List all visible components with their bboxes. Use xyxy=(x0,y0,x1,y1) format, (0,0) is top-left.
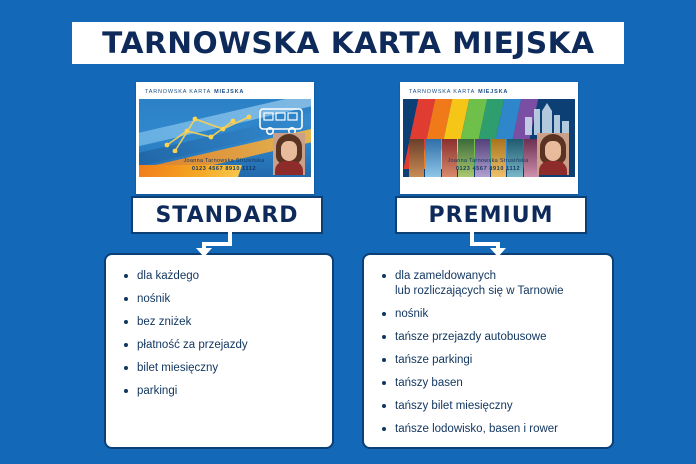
feature-text: dla każdego xyxy=(137,270,200,282)
card-premium-artwork xyxy=(403,85,575,191)
card-standard-artwork xyxy=(139,85,311,191)
card-number: 0123 4567 8910 1112 xyxy=(455,166,521,172)
feature-text: nośnik xyxy=(395,308,429,320)
cardholder-photo xyxy=(537,133,569,175)
page-title: TARNOWSKA KARTA MIEJSKA xyxy=(101,26,595,60)
card-premium xyxy=(400,82,578,194)
tier-label-premium-text: PREMIUM xyxy=(428,202,554,228)
cardholder-photo xyxy=(273,133,305,175)
card-bottom-strip xyxy=(139,177,311,191)
card-header-bold: MIEJSKA xyxy=(478,89,509,95)
card-header-thin: TARNOWSKA KARTA xyxy=(409,89,476,95)
feature-text: bilet miesięczny xyxy=(137,362,219,374)
list-item xyxy=(382,307,602,322)
list-item xyxy=(124,269,322,284)
card-bottom-strip xyxy=(403,177,575,191)
card-standard xyxy=(136,82,314,194)
route-network-graphic xyxy=(161,107,261,153)
list-item xyxy=(382,330,602,345)
skyline-graphic xyxy=(523,95,571,135)
list-item xyxy=(382,269,602,299)
feature-text: płatność za przejazdy xyxy=(137,339,248,351)
arrow-standard-to-features xyxy=(176,228,256,258)
feature-text: parkingi xyxy=(137,385,178,397)
list-item xyxy=(382,399,602,414)
card-standard-identity xyxy=(178,157,270,173)
card-premium-identity xyxy=(442,157,534,173)
card-number: 0123 4567 8910 1112 xyxy=(191,166,257,172)
card-header-thin: TARNOWSKA KARTA xyxy=(145,89,212,95)
feature-list-premium xyxy=(382,269,602,437)
list-item xyxy=(124,361,322,376)
cardholder-name: Joanna Tarnowska Strusińska xyxy=(183,158,265,164)
feature-text: tańszy basen xyxy=(395,377,463,389)
list-item xyxy=(124,315,322,330)
card-standard-header xyxy=(139,85,311,99)
feature-text: tańszy bilet miesięczny xyxy=(395,400,513,412)
features-premium xyxy=(362,253,614,449)
bus-icon xyxy=(257,103,305,137)
tier-label-standard-text: STANDARD xyxy=(155,202,299,228)
list-item xyxy=(124,384,322,399)
feature-text: tańsze lodowisko, basen i rower xyxy=(395,423,558,435)
list-item xyxy=(382,376,602,391)
list-item xyxy=(124,292,322,307)
feature-text: dla zameldowanych xyxy=(395,270,497,282)
feature-text: tańsze parkingi xyxy=(395,354,473,366)
feature-text: tańsze przejazdy autobusowe xyxy=(395,331,547,343)
feature-text: bez zniżek xyxy=(137,316,192,328)
card-header-bold: MIEJSKA xyxy=(214,89,245,95)
features-standard xyxy=(104,253,334,449)
feature-text-continuation: lub rozliczających się w Tarnowie xyxy=(395,285,564,297)
feature-list-standard xyxy=(124,269,322,399)
card-premium-header xyxy=(403,85,575,99)
page-title-banner xyxy=(72,22,624,64)
feature-text: nośnik xyxy=(137,293,171,305)
cardholder-name: Joanna Tarnowska Strusińska xyxy=(447,158,529,164)
arrow-premium-to-features xyxy=(440,228,530,258)
list-item xyxy=(382,353,602,368)
list-item xyxy=(382,422,602,437)
list-item xyxy=(124,338,322,353)
